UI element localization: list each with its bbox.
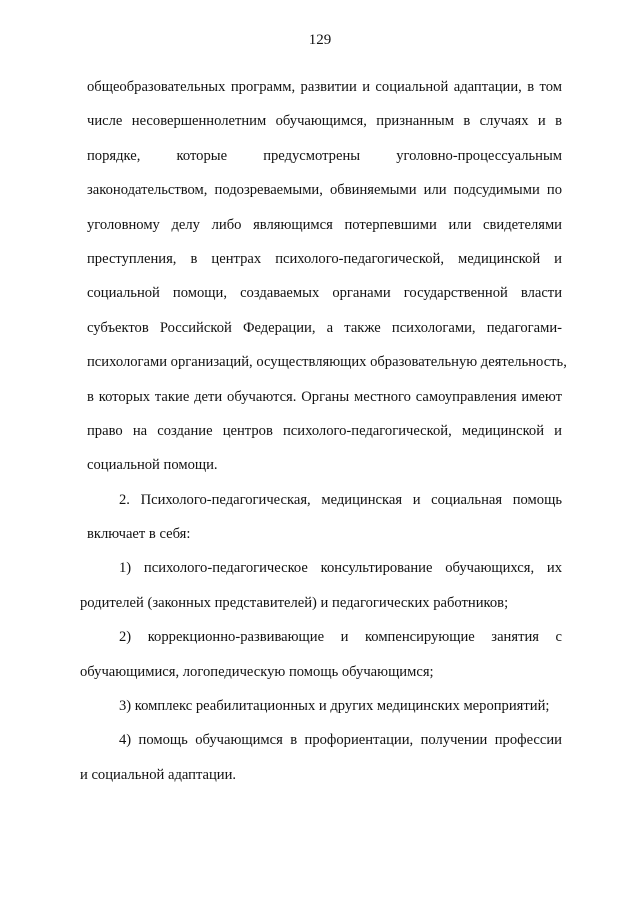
text-line: субъектов Российской Федерации, а также психологами, педагогами- (87, 319, 562, 336)
text-line: преступления, в центрах психолого-педагогической, медицинской и (87, 250, 562, 267)
text-line: общеобразовательных программ, развитии и социальной адаптации, в том (87, 79, 562, 95)
text-line: 4) помощь обучающимся в профориентации, получении профессии (119, 732, 562, 749)
text-line: социальной помощи, создаваемых органами государственной власти (87, 285, 562, 302)
text-line: уголовному делу либо являющимся потерпевшими или свидетелями (87, 216, 562, 233)
text-line: включает в себя: (87, 526, 191, 543)
text-line: и социальной адаптации. (80, 766, 237, 783)
text-line: 1) психолого-педагогическое консультирование обучающихся, их (119, 560, 562, 577)
text-line: психологами организаций, осуществляющих образовательную деятельность, (87, 354, 567, 371)
text-line: социальной помощи. (87, 457, 218, 474)
document-body (80, 70, 567, 792)
text-line: право на создание центров психолого-педагогической, медицинской и (87, 422, 562, 439)
text-line: порядке, которые предусмотрены уголовно-процессуальным (87, 147, 562, 164)
text-line: в которых такие дети обучаются. Органы местного самоуправления имеют (87, 388, 562, 405)
text-line: числе несовершеннолетним обучающимся, признанным в случаях и в (87, 113, 562, 130)
text-line: 2) коррекционно-развивающие и компенсирующие занятия с (119, 629, 562, 646)
text-line: 3) комплекс реабилитационных и других медицинских мероприятий; (119, 698, 550, 715)
text-line: законодательством, подозреваемыми, обвиняемыми или подсудимыми по (87, 182, 562, 199)
text-line: родителей (законных представителей) и педагогических работников; (80, 594, 509, 611)
text-line: обучающимися, логопедическую помощь обучающимся; (80, 663, 434, 680)
page-number: 129 (308, 32, 332, 48)
text-line: 2. Психолого-педагогическая, медицинская и социальная помощь (119, 491, 562, 508)
